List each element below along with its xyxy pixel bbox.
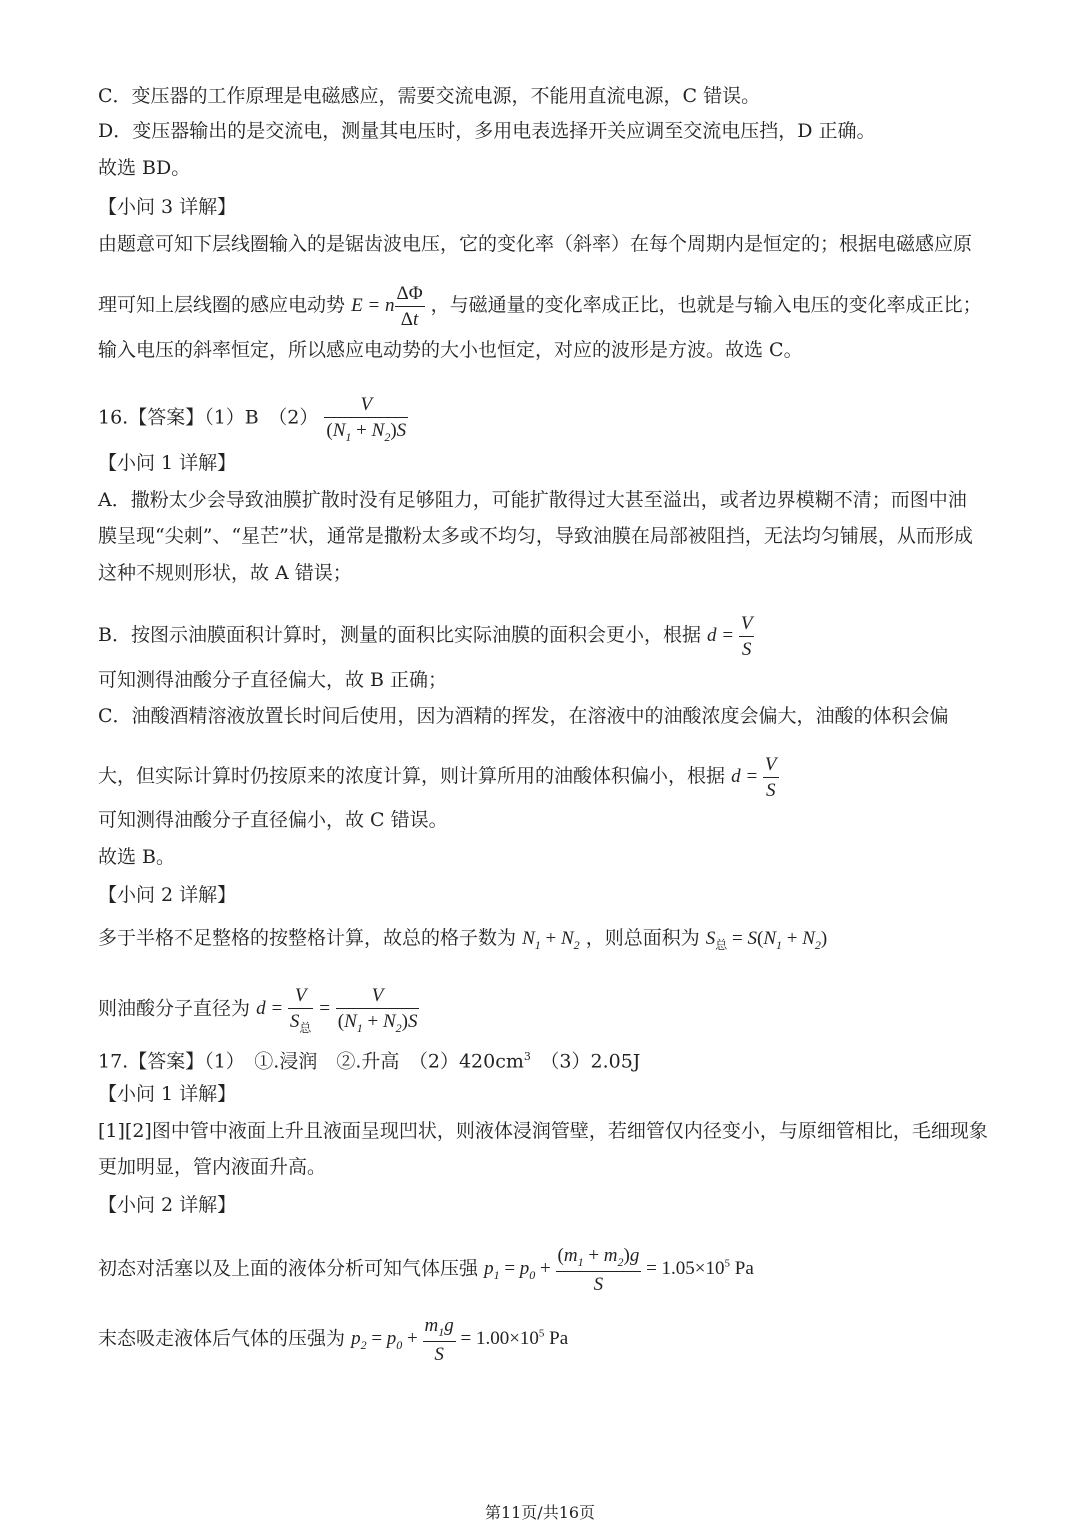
text-line: D．变压器输出的是交流电，测量其电压时，多用电表选择开关应调至交流电压挡，D 正确。: [98, 120, 876, 142]
page-number: 第11页/共16页: [484, 1503, 596, 1522]
text-line-with-formula: [98, 985, 419, 1035]
text-line: 故选 B。: [98, 846, 176, 868]
text-line: 由题意可知下层线圈输入的是锯齿波电压，它的变化率（斜率）在每个周期内是恒定的；根据电磁感应原: [98, 233, 973, 255]
text-segment: （3）2.05J: [530, 1050, 641, 1073]
text-line: 故选 BD。: [98, 157, 191, 179]
text-line-with-formula: [98, 1245, 754, 1295]
formula-emf: E = n $\frac{\Delta\Phi}{\Delta t}$: [351, 283, 423, 330]
text-segment: ，则总面积为: [585, 927, 700, 949]
text-line: A．撒粉太少会导致油膜扩散时没有足够阻力，可能扩散得过大甚至溢出，或者边界模糊不清；而图中油: [98, 489, 967, 511]
section-heading: 【小问 1 详解】: [98, 1083, 237, 1105]
section-heading: 【小问 3 详解】: [98, 196, 237, 218]
text-segment: 大，但实际计算时仍按原来的浓度计算，则计算所用的油酸体积偏小，根据: [98, 764, 726, 787]
text-line: 输入电压的斜率恒定，所以感应电动势的大小也恒定，对应的波形是方波。故选 C。: [98, 339, 803, 361]
section-heading: 【小问 2 详解】: [98, 1194, 237, 1216]
text-line: C．变压器的工作原理是电磁感应，需要交流电源，不能用直流电源，C 错误。: [98, 85, 761, 107]
text-line-with-formula: [98, 926, 827, 950]
text-segment: 理可知上层线圈的感应电动势: [98, 293, 346, 316]
text-segment: 则油酸分子直径为: [98, 997, 251, 1020]
formula-total-area: $S_总 = S(N_1 + N_2)$: [705, 928, 828, 952]
section-heading: 【小问 1 详解】: [98, 452, 237, 474]
text-segment: 末态吸走液体后气体的压强为: [98, 1327, 346, 1350]
section-heading: 【小问 2 详解】: [98, 884, 237, 906]
text-segment: 17.【答案】（1） ①.浸润 ②.升高 （2）420cm: [98, 1050, 524, 1073]
text-line: 可知测得油酸分子直径偏小，故 C 错误。: [98, 809, 448, 831]
formula-p2: $p_2 = p_0$ + $\frac{m_1g}{S}$ = $1.00\times 10^5$ Pa: [351, 1315, 569, 1365]
text-line-with-formula: [98, 283, 982, 330]
formula-diameter: d = $\frac{V}{S_总}$ = $\frac{V}{(N_1 + N_2)S}$: [256, 985, 418, 1035]
formula-d: d = $\frac{V}{S}$: [731, 754, 777, 801]
text-segment: B．按图示油膜面积计算时，测量的面积比实际油膜的面积会更小，根据: [98, 623, 701, 646]
text-segment: ，与磁通量的变化率成正比，也就是与输入电压的变化率成正比；: [430, 293, 982, 316]
text-line: 这种不规则形状，故 A 错误；: [98, 562, 352, 584]
formula-d: d = $\frac{V}{S}$: [707, 613, 753, 660]
answer-line: [98, 394, 408, 444]
text-segment: 16.【答案】（1）B （2）: [98, 406, 319, 429]
text-line-with-formula: [98, 754, 779, 801]
text-line: C．油酸酒精溶液放置长时间后使用，因为酒精的挥发，在溶液中的油酸浓度会偏大，油酸的体积会偏: [98, 705, 949, 727]
formula-count: $N_1 + N_2$: [522, 928, 580, 952]
text-line: 膜呈现“尖刺”、“星芒”状，通常是撒粉太多或不均匀，导致油膜在局部被阻挡，无法均匀铺展，从而形成: [98, 525, 973, 547]
answer-line: [98, 1045, 641, 1073]
text-segment: 多于半格不足整格的按整格计算，故总的格子数为: [98, 927, 517, 949]
formula-p1: $p_1 = p_0$ + $\frac{(m_1 + m_2)g}{S}$ = $1.05\times 10^5$ Pa: [484, 1245, 754, 1295]
superscript: 3: [523, 1050, 531, 1063]
formula-answer-16: $\frac{V}{(N_1 + N_2)S}$: [326, 394, 407, 444]
text-line: 可知测得油酸分子直径偏大，故 B 正确；: [98, 669, 448, 691]
text-line: [1][2]图中管中液面上升且液面呈现凹状，则液体浸润管壁，若细管仅内径变小，与原细管相比，毛细现象: [98, 1120, 988, 1142]
text-line-with-formula: [98, 613, 754, 660]
text-line: 更加明显，管内液面升高。: [98, 1156, 327, 1178]
text-line-with-formula: [98, 1315, 569, 1365]
text-segment: 初态对活塞以及上面的液体分析可知气体压强: [98, 1257, 479, 1280]
